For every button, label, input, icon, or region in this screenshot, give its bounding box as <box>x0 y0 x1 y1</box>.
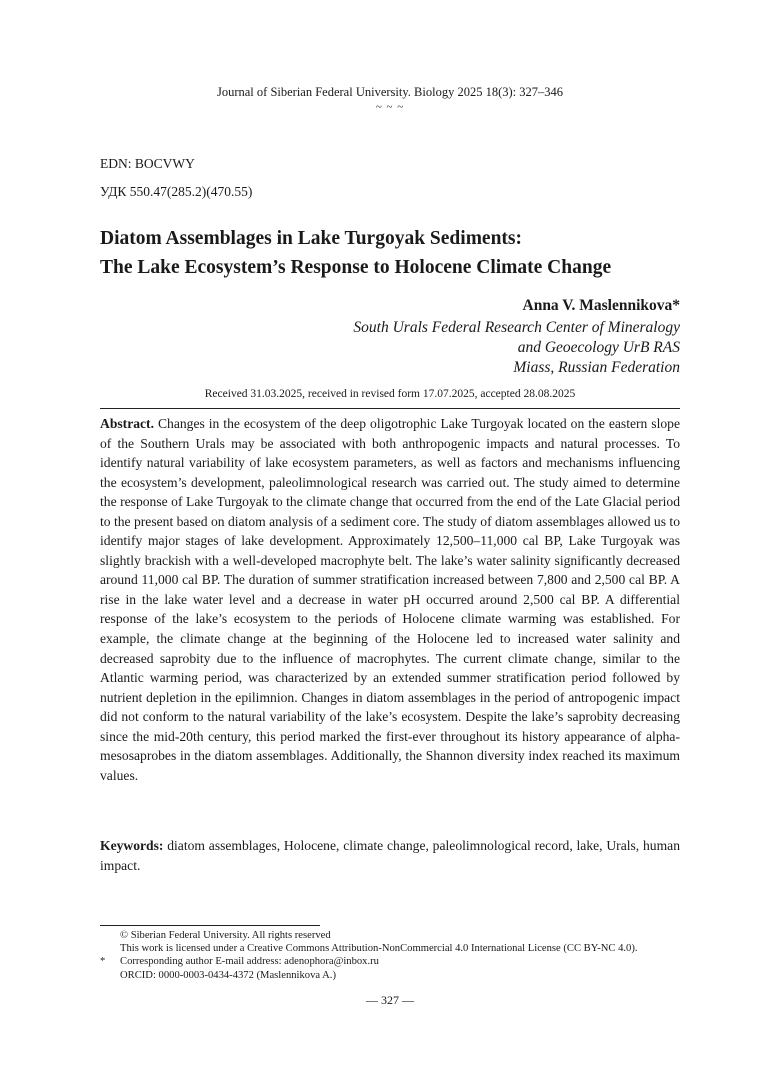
edn-identifier: EDN: BOCVWY <box>100 156 195 171</box>
abstract-label: Abstract. <box>100 416 154 431</box>
keywords-text: diatom assemblages, Holocene, climate change, paleolimnological record, lake, Urals, human impact. <box>100 838 680 873</box>
footnote-star: * <box>100 956 106 968</box>
affiliation-line-2: and Geoecology UrB RAS <box>517 339 680 356</box>
abstract <box>100 414 680 785</box>
title-line-2: The Lake Ecosystem’s Response to Holocene Climate Change <box>100 257 612 278</box>
keywords <box>100 836 680 876</box>
author-block <box>260 296 680 378</box>
author-name: Anna V. Maslennikova* <box>522 297 680 314</box>
udk-identifier: УДК 550.47(285.2)(470.55) <box>100 184 253 199</box>
page-number: — 327 — <box>366 993 414 1007</box>
corresponding-email: Corresponding author E-mail address: adenophora@inbox.ru <box>120 956 379 968</box>
keywords-label: Keywords: <box>100 838 164 853</box>
title-line-1: Diatom Assemblages in Lake Turgoyak Sediments: <box>100 228 523 249</box>
footnote-license: This work is licensed under a Creative Commons Attribution-NonCommercial 4.0 International License (CC BY-NC 4.0). <box>120 943 638 955</box>
footnote-divider <box>100 925 320 926</box>
footnote-copyright: © Siberian Federal University. All rights reserved <box>120 930 331 941</box>
abstract-text: Changes in the ecosystem of the deep oligotrophic Lake Turgoyak located on the eastern slope of the Southern Urals may be associated with both anthropogenic impacts and natural processes. To identify natural variability of lake ecosystem parameters, as well as factors and mechanisms influencing the ecosystem’s development, paleolimnological research was carried out. The study aimed to determine the response of Lake Turgoyak to the climate change that occurred from the end of the Late Glacial period to the present based on diatom analysis of a sediment core. The study of diatom assemblages allowed us to identify major stages of lake development. Approximately 12,500–11,000 cal BP, Lake Turgoyak was slightly brackish with a well-developed macrophyte belt. The lake’s water salinity significantly decreased around 11,000 cal BP. The duration of summer stratification increased between 7,800 and 2,500 cal BP. A rise in the lake water level and a decrease in water pH occurred around 2,500 cal BP. A differential response of the lake’s ecosystem to the periods of Holocene climate warming was established. For example, the climate change at the beginning of the Holocene led to increased water salinity and decreased saprobity due to the influence of macrophytes. The current climate change, similar to the Atlantic warming period, was characterized by an extended summer stratification period followed by nutrient depletion in the epilimnion. Changes in diatom assemblages in the period of antropogenic impact did not conform to the natural variability of the lake’s ecosystem. Despite the lake’s saprobity decreasing since the mid-20th century, this period marked the first-ever throughout its history appearance of alpha-mesosaprobes in the diatom assemblages. Additionally, the Shannon diversity index reached its maximum values. <box>100 416 680 783</box>
affiliation-line-1: South Urals Federal Research Center of Mineralogy <box>353 319 680 336</box>
abstract-divider <box>100 408 680 409</box>
journal-header: Journal of Siberian Federal University. Biology 2025 18(3): 327–346 <box>216 85 563 99</box>
header-ornament: ~ ~ ~ <box>375 101 405 113</box>
footnotes <box>100 929 680 982</box>
affiliation-line-3: Miass, Russian Federation <box>513 359 680 376</box>
article-title <box>100 224 680 282</box>
footnote-orcid: ORCID: 0000-0003-0434-4372 (Maslennikova A.) <box>120 969 336 981</box>
received-dates: Received 31.03.2025, received in revised form 17.07.2025, accepted 28.08.2025 <box>204 388 576 400</box>
footnote-corresponding <box>100 955 680 968</box>
